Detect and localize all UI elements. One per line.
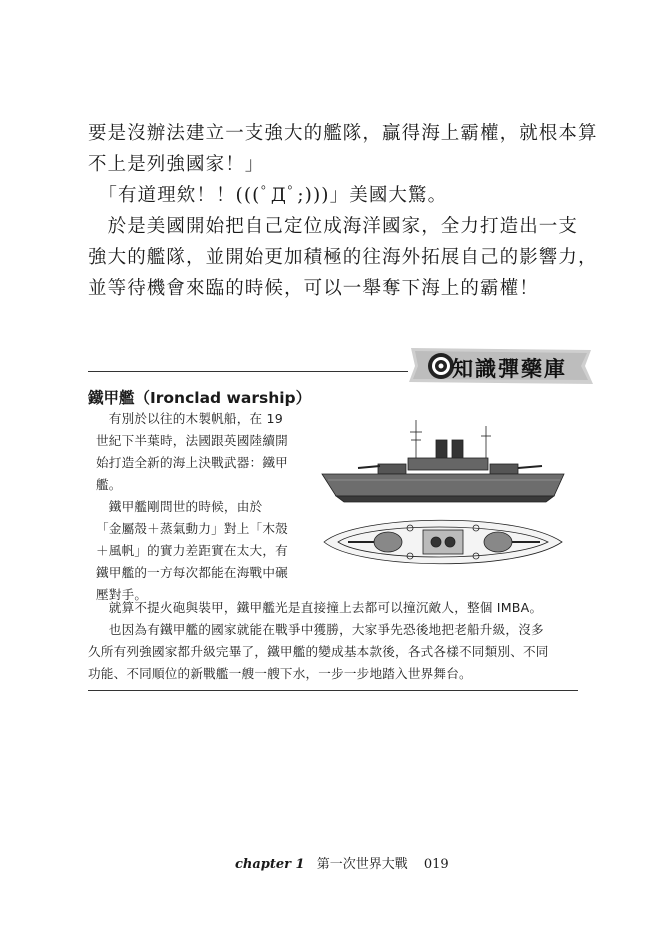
ship-top-view [324, 520, 562, 564]
body-line-6: 並等待機會來臨的時候，可以一舉奪下海上的霸權！ [88, 278, 539, 299]
target-icon [428, 353, 454, 379]
box-wide-line-3: 久所有列強國家都升級完畢了，鐵甲艦的變成基本款後，各式各樣不同類別、不同 [88, 644, 549, 659]
box-line-1: 有別於以往的木製帆船，在 19 [96, 411, 283, 426]
box-line-7: ＋風帆」的實力差距實在太大，有 [96, 543, 288, 558]
box-line-5: 鐵甲艦剛問世的時候，由於 [96, 499, 263, 514]
box-line-8: 鐵甲艦的一方每次都能在海戰中碾 [96, 565, 288, 580]
box-wide-line-1: 就算不提火砲與裝甲，鐵甲艦光是直接撞上去都可以撞沉敵人，整個 IMBA。 [96, 600, 543, 615]
box-wide-line-2: 也因為有鐵甲艦的國家就能在戰爭中獲勝，大家爭先恐後地把老船升級，沒多 [96, 622, 544, 637]
box-top-rule [88, 371, 408, 372]
box-bottom-rule [88, 690, 578, 691]
body-line-3: 「有道理欸！！(((ﾟДﾟ;)))」美國大驚。 [88, 185, 448, 206]
body-line-2: 不上是列強國家！」 [88, 154, 265, 175]
page-number: 019 [423, 857, 449, 872]
banner-title: 知識彈藥庫 [452, 356, 567, 381]
body-line-1: 要是沒辦法建立一支強大的艦隊，贏得海上霸權，就根本算 [88, 123, 598, 144]
body-line-4: 於是美國開始把自己定位成海洋國家，全力打造出一支 [88, 216, 579, 237]
box-line-9: 壓對手。 [96, 587, 148, 602]
box-line-3: 始打造全新的海上決戰武器：鐵甲 [96, 455, 288, 470]
box-wide-line-4: 功能、不同順位的新戰艦一艘一艘下水，一步一步地踏入世界舞台。 [88, 666, 472, 681]
ironclad-ship-illustration [318, 418, 568, 583]
footer-chapter-title: 第一次世界大戰 [316, 857, 408, 872]
footer-chapter: chapter 1 [235, 857, 305, 872]
page-footer [235, 853, 449, 872]
box-heading: 鐵甲艦（Ironclad warship） [88, 389, 312, 407]
body-line-5: 強大的艦隊，並開始更加積極的往海外拓展自己的影響力， [88, 247, 598, 268]
box-line-6: 「金屬殼＋蒸氣動力」對上「木殼 [96, 521, 288, 536]
box-line-2: 世紀下半葉時，法國跟英國陸續開 [96, 433, 288, 448]
ship-side-view [322, 420, 564, 502]
box-line-4: 艦。 [96, 477, 122, 492]
